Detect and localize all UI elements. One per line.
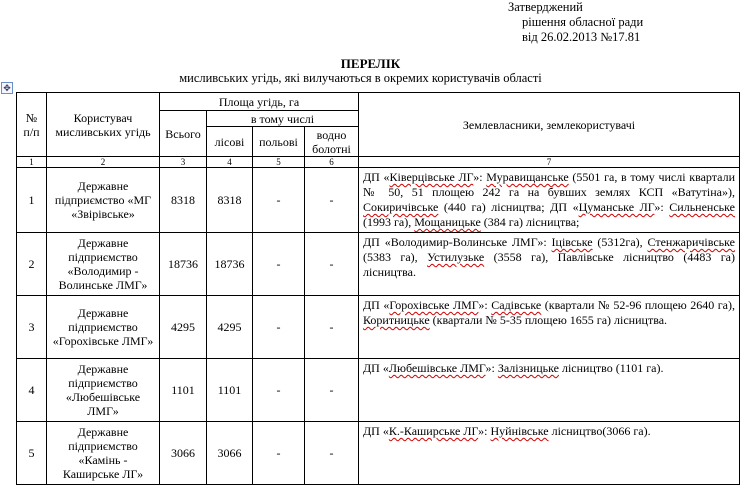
header-area: Площа угідь, га	[160, 93, 359, 111]
landowner-text-segment: Стенжаричівське	[647, 235, 735, 249]
row-forest: 1101	[207, 359, 253, 422]
col-num-2: 2	[47, 157, 160, 168]
row-landowners	[359, 359, 740, 422]
landowner-text-segment: Нуйнівське	[490, 424, 549, 438]
row-number: 1	[17, 168, 47, 233]
col-num-3: 3	[160, 157, 207, 168]
landowner-text-segment: (440 га) лісництва; ДП «	[438, 200, 579, 214]
header-total: Всього	[160, 111, 207, 157]
approval-line-1: Затверджений	[508, 0, 583, 14]
landowner-text-segment: (5501 га, в тому числі квартали № 50, 51 площею 242 га на бувших землях КСП «Ватутіна»),	[363, 170, 735, 199]
approval-stamp	[508, 0, 643, 45]
row-water: -	[305, 422, 359, 485]
landowner-text-segment: Ківерцівське ЛГ	[389, 170, 474, 184]
landowner-text-segment: К.-Каширське ЛГ	[388, 424, 479, 438]
landowner-text-segment: (5312га),	[592, 235, 648, 249]
row-forest: 3066	[207, 422, 253, 485]
row-user: Державне підприємство «Любешівське ЛМГ»	[47, 359, 160, 422]
landowner-text-segment: Сильненське	[669, 200, 735, 214]
row-water: -	[305, 296, 359, 359]
row-field: -	[253, 359, 305, 422]
header-water: водно болотні	[305, 127, 359, 157]
row-landowners	[359, 168, 740, 233]
row-landowners	[359, 233, 740, 296]
landowner-text-segment: ДП «	[363, 298, 390, 312]
table-row	[17, 422, 740, 485]
row-user: Державне підприємство «Горохівське ЛМГ»	[47, 296, 160, 359]
row-total: 4295	[160, 296, 207, 359]
row-water: -	[305, 168, 359, 233]
header-num: № п/п	[17, 93, 47, 157]
document-subtitle: мисливських угідь, які вилучаються в окремих користувачів області	[179, 71, 542, 85]
row-water: -	[305, 359, 359, 422]
header-field: польові	[253, 127, 305, 157]
table-row	[17, 359, 740, 422]
row-forest: 18736	[207, 233, 253, 296]
row-field: -	[253, 168, 305, 233]
row-water: -	[305, 233, 359, 296]
column-number-row	[17, 157, 740, 168]
landowner-text-segment: Цуманське ЛГ	[578, 200, 655, 214]
landowner-text-segment: (384 га) лісництва;	[480, 215, 580, 229]
landowner-text-segment: Горохівське ЛМГ	[389, 298, 479, 312]
approval-line-3: від 26.02.2013 №17.81	[522, 30, 641, 44]
landowner-text-segment: ДП «	[363, 170, 390, 184]
landowner-text-segment: (1993 га),	[363, 215, 415, 229]
table-move-handle-icon[interactable]: ✥	[1, 82, 13, 94]
table-row	[17, 296, 740, 359]
table-row	[17, 233, 740, 296]
col-num-1: 1	[17, 157, 47, 168]
landowner-text-segment: лісництво(3066 га).	[548, 424, 651, 438]
hunting-grounds-table	[16, 92, 740, 485]
row-field: -	[253, 233, 305, 296]
landowner-text-segment: »:	[478, 298, 492, 312]
row-user: Державне підприємство «Володимир - Волинське ЛМГ»	[47, 233, 160, 296]
landowner-text-segment: Іцівське	[551, 235, 593, 249]
landowner-text-segment: »:	[478, 424, 491, 438]
row-number: 3	[17, 296, 47, 359]
col-num-7: 7	[359, 157, 740, 168]
row-total: 1101	[160, 359, 207, 422]
landowner-text-segment: »:	[654, 200, 670, 214]
header-owners: Землевласники, землекористувачі	[359, 93, 740, 157]
row-user: Державне підприємство «МГ «Звірівське»	[47, 168, 160, 233]
landowner-text-segment: Садівське	[491, 298, 542, 312]
landowner-text-segment: ДП «	[363, 424, 389, 438]
landowner-text-segment: (квартали № 5-35 площею 1655 га) лісництва.	[429, 313, 668, 327]
approval-line-2: рішення обласної ради	[522, 15, 644, 29]
col-num-6: 6	[305, 157, 359, 168]
landowner-text-segment: Любешівське ЛМГ	[388, 361, 486, 375]
row-total: 8318	[160, 168, 207, 233]
landowner-text-segment: лісництво (1101 га).	[558, 361, 664, 375]
landowner-text-segment: (5383 га),	[363, 250, 428, 264]
header-incl: в тому числі	[207, 111, 359, 127]
row-user: Державне підприємство «Камінь - Каширське ЛГ»	[47, 422, 160, 485]
row-number: 4	[17, 359, 47, 422]
row-number: 5	[17, 422, 47, 485]
landowner-text-segment: Муравищанське	[486, 170, 569, 184]
col-num-5: 5	[253, 157, 305, 168]
landowner-text-segment: ДП «Володимир-Волинське ЛМГ»:	[363, 235, 552, 249]
col-num-4: 4	[207, 157, 253, 168]
header-user: Користувач мисливських угідь	[47, 93, 160, 157]
landowner-text-segment: Устилузьке	[427, 250, 485, 264]
landowner-text-segment: (квартали № 52-96 площею 2640 га),	[541, 298, 735, 312]
landowner-text-segment: »:	[473, 170, 487, 184]
row-landowners	[359, 296, 740, 359]
row-total: 3066	[160, 422, 207, 485]
landowner-text-segment: Коритницьке	[363, 313, 430, 327]
landowner-text-segment: ДП «	[363, 361, 389, 375]
landowner-text-segment: »:	[485, 361, 498, 375]
row-landowners	[359, 422, 740, 485]
row-field: -	[253, 296, 305, 359]
landowner-text-segment: Залізницьке	[497, 361, 559, 375]
header-forest: лісові	[207, 127, 253, 157]
landowner-text-segment: Мощаницьке	[414, 215, 481, 229]
landowner-text-segment: (3558 га), Павлівське лісництво (4483 га) лісництва.	[363, 250, 735, 279]
row-forest: 4295	[207, 296, 253, 359]
row-total: 18736	[160, 233, 207, 296]
row-number: 2	[17, 233, 47, 296]
row-forest: 8318	[207, 168, 253, 233]
table-row	[17, 168, 740, 233]
landowner-text-segment: Сокиричівське	[363, 200, 439, 214]
row-field: -	[253, 422, 305, 485]
document-title: ПЕРЕЛІК	[340, 56, 401, 71]
